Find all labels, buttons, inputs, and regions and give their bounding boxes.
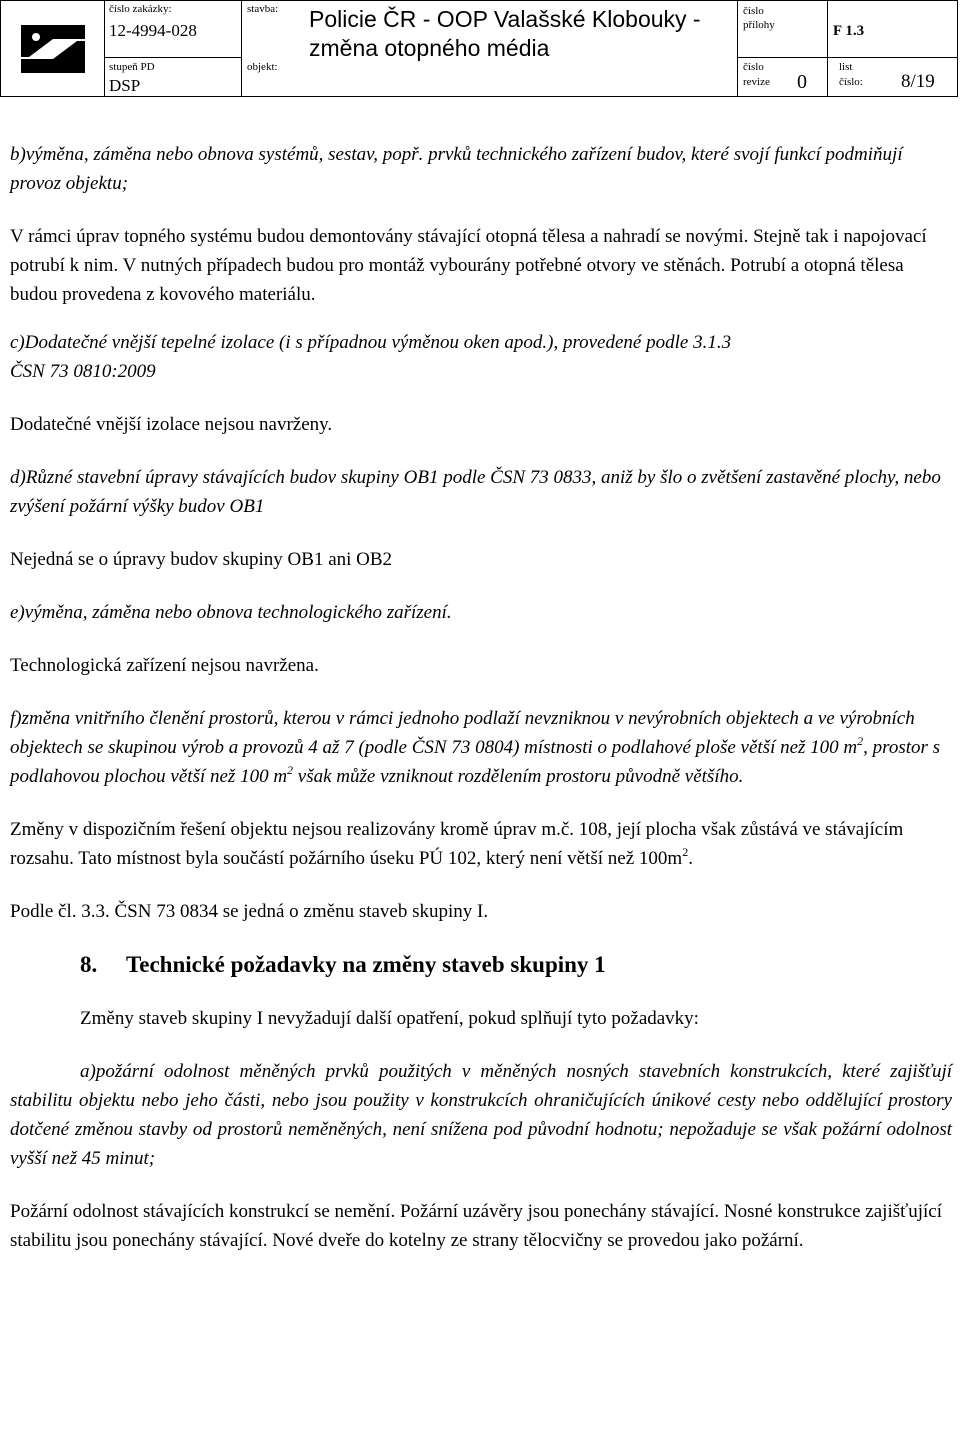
section-8-text: Požární odolnost stávajících konstrukcí se nemění. Požární uzávěry jsou ponechány stávající. Nosné konstrukce zajišťující stabilitu jsou ponechány stávající. Nové dveře do kotelny ze strany tělocvičny se provedou jako požární. bbox=[10, 1201, 943, 1251]
order-number-label: číslo zakázky: bbox=[109, 3, 172, 15]
section-e-heading: e)výměna, záměna nebo obnova technologického zařízení. bbox=[10, 602, 452, 623]
section-c-text: Dodatečné vnější izolace nejsou navrženy. bbox=[10, 414, 333, 435]
sheet-value: 8/19 bbox=[901, 71, 935, 92]
document-body bbox=[10, 140, 952, 1255]
section-e-text: Technologická zařízení nejsou navržena. bbox=[10, 655, 319, 676]
section-c-heading: c)Dodatečné vnější tepelné izolace (i s případnou výměnou oken apod.), provedené podle 3.1.3 bbox=[10, 332, 732, 353]
project-stage-label: stupeň PD bbox=[109, 61, 155, 73]
section-d-heading: d)Různé stavební úpravy stávajících budov skupiny OB1 podle ČSN 73 0833, aniž by šlo o zvětšení zastavěné plochy, nebo zvýšení požární výšky budov OB1 bbox=[10, 467, 941, 517]
construction-title-line2: změna otopného média bbox=[309, 35, 550, 61]
title-block bbox=[0, 0, 958, 97]
section-8-item-a: a)požární odolnost měněných prvků použitých v měněných nosných stavebních konstrukcích, které zajišťují stabilitu objektu nebo jeho části, nebo jsou použity v konstrukcích ohraničujících únikové cesty nebo oddělující prostory dotčené změnou stavby od prostorů neměněných, není snížena pod původní hodnotu; nepožaduje se však požární odolnost vyšší než 45 minut; bbox=[10, 1061, 952, 1169]
section-c-heading-2: ČSN 73 0810:2009 bbox=[10, 361, 156, 382]
section-8-intro: Změny staveb skupiny I nevyžadují další opatření, pokud splňují tyto požadavky: bbox=[80, 1008, 699, 1029]
section-d-text: Nejedná se o úpravy budov skupiny OB1 ani OB2 bbox=[10, 549, 393, 570]
section-f-text-2: Podle čl. 3.3. ČSN 73 0834 se jedná o změnu staveb skupiny I. bbox=[10, 901, 489, 922]
section-8-title: 8. Technické požadavky na změny staveb skupiny 1 bbox=[80, 952, 606, 977]
project-stage-value: DSP bbox=[109, 76, 141, 95]
section-f-text: Změny v dispozičním řešení objektu nejsou realizovány kromě úprav m.č. 108, její plocha však zůstává ve stávajícím rozsahu. Tato místnost byla součástí požárního úseku PÚ 102, který není větší než $100m^2$. bbox=[10, 819, 904, 869]
construction-label: stavba: bbox=[247, 3, 279, 15]
sheet-label-2: číslo: bbox=[839, 76, 863, 88]
construction-title-line1: Policie ČR - OOP Valašské Klobouky - bbox=[309, 6, 701, 32]
attachment-label-1: číslo bbox=[743, 5, 764, 17]
revision-label-2: revize bbox=[743, 76, 770, 88]
order-number-value: 12-4994-028 bbox=[109, 21, 197, 40]
revision-label-1: číslo bbox=[743, 61, 764, 73]
section-f-heading: f)změna vnitřního členění prostorů, kterou v rámci jednoho podlaží nevzniknou v nevýrobních objektech a ve výrobních objektech se skupinou výrob a provozů 4 až 7 (podle ČSN 73 0804) místnosti o podlahové ploše větší než 100 $m^2$, prostor s podlahovou plochou větší než 100 $m^2$ však může vzniknout rozdělením prostoru původně většího. bbox=[10, 708, 941, 787]
sheet-label-1: list bbox=[839, 61, 853, 73]
object-label: objekt: bbox=[247, 61, 278, 73]
section-b-text: V rámci úprav topného systému budou demontovány stávající otopná tělesa a nahradí se novými. Stejně tak i napojovací potrubí k nim. V nutných případech budou pro montáž vybourány potřebné otvory ve stěnách. Potrubí a otopná tělesa budou provedena z kovového materiálu. bbox=[10, 226, 927, 305]
section-b-heading: b)výměna, záměna nebo obnova systémů, sestav, popř. prvků technického zařízení budov, které svojí funkcí podmiňují provoz objektu; bbox=[10, 144, 903, 194]
attachment-value: F 1.3 bbox=[833, 23, 865, 39]
company-logo-icon bbox=[13, 17, 93, 81]
revision-value: 0 bbox=[797, 71, 807, 93]
attachment-label-2: přílohy bbox=[743, 19, 775, 31]
